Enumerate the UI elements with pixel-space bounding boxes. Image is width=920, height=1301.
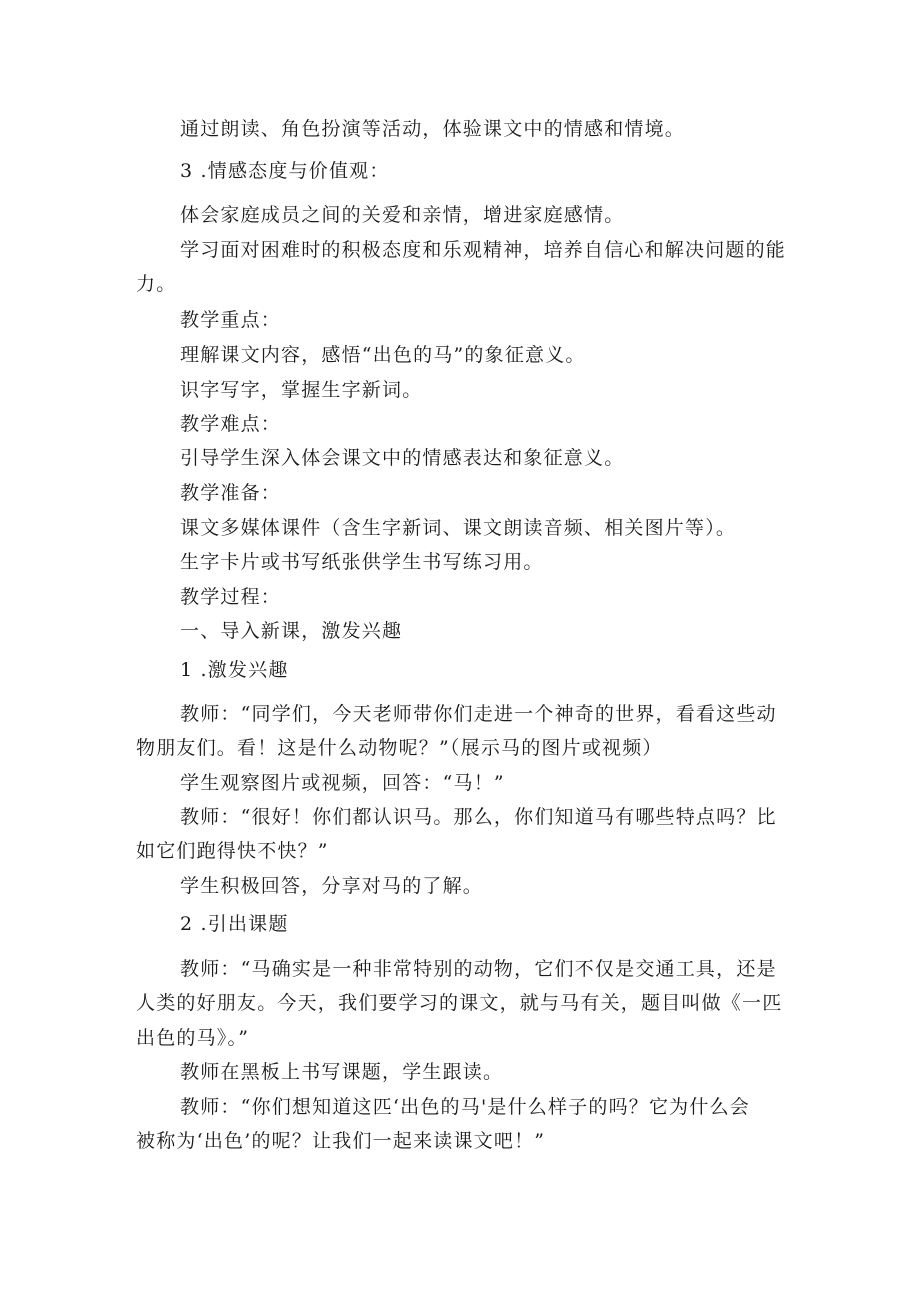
text-line: 学生积极回答，分享对马的了解。 bbox=[180, 875, 484, 897]
subsection-heading: 2 .引出课题 bbox=[180, 913, 289, 935]
section-heading: 教学过程： bbox=[180, 586, 282, 608]
subsection-heading: 1 .激发兴趣 bbox=[180, 659, 289, 681]
text-line: 物朋友们。看！这是什么动物呢？”（展示马的图片或视频） bbox=[136, 737, 663, 759]
section-heading: 一、导入新课，激发兴趣 bbox=[180, 620, 403, 642]
section-heading: 教学重点： bbox=[180, 309, 282, 331]
text-line: 课文多媒体课件（含生字新词、课文朗读音频、相关图片等）。 bbox=[180, 517, 737, 539]
text-line: 教师：“很好！你们都认识马。那么，你们知道马有哪些特点吗？比 bbox=[180, 806, 777, 828]
text-line: 人类的好朋友。今天，我们要学习的课文，就与马有关，题目叫做《一匹 bbox=[136, 992, 783, 1014]
text-line: 学习面对困难时的积极态度和乐观精神，培养自信心和解决问题的能 bbox=[180, 239, 787, 261]
text-line: 被称为‘出色’的呢？让我们一起来读课文吧！” bbox=[136, 1130, 546, 1152]
text-line: 体会家庭成员之间的关爱和亲情，增进家庭感情。 bbox=[180, 204, 625, 226]
section-heading: 教学难点： bbox=[180, 413, 282, 435]
text-line: 教师：“同学们，今天老师带你们走进一个神奇的世界，看看这些动 bbox=[180, 703, 777, 725]
section-heading: 3 .情感态度与价值观： bbox=[180, 160, 390, 182]
text-line: 引导学生深入体会课文中的情感表达和象征意义。 bbox=[180, 447, 625, 469]
text-line: 如它们跑得快不快？” bbox=[136, 840, 329, 862]
text-line: 教师：“马确实是一种非常特别的动物，它们不仅是交通工具，还是 bbox=[180, 958, 777, 980]
text-line: 生字卡片或书写纸张供学生书写练习用。 bbox=[180, 551, 544, 573]
text-line: 学生观察图片或视频，回答：“马！” bbox=[180, 772, 505, 794]
text-line: 教师在黑板上书写课题，学生跟读。 bbox=[180, 1061, 504, 1083]
text-line: 识字写字，掌握生字新词。 bbox=[180, 379, 423, 401]
section-heading: 教学准备： bbox=[180, 482, 282, 504]
text-line: 通过朗读、角色扮演等活动，体验课文中的情感和情境。 bbox=[180, 118, 686, 140]
text-line: 出色的马》。” bbox=[136, 1027, 250, 1049]
text-line: 力。 bbox=[136, 273, 177, 295]
text-line: 教师：“你们想知道这匹‘出色的马'是什么样子的吗？它为什么会 bbox=[180, 1096, 750, 1118]
text-line: 理解课文内容，感悟“出色的马”的象征意义。 bbox=[180, 344, 586, 366]
